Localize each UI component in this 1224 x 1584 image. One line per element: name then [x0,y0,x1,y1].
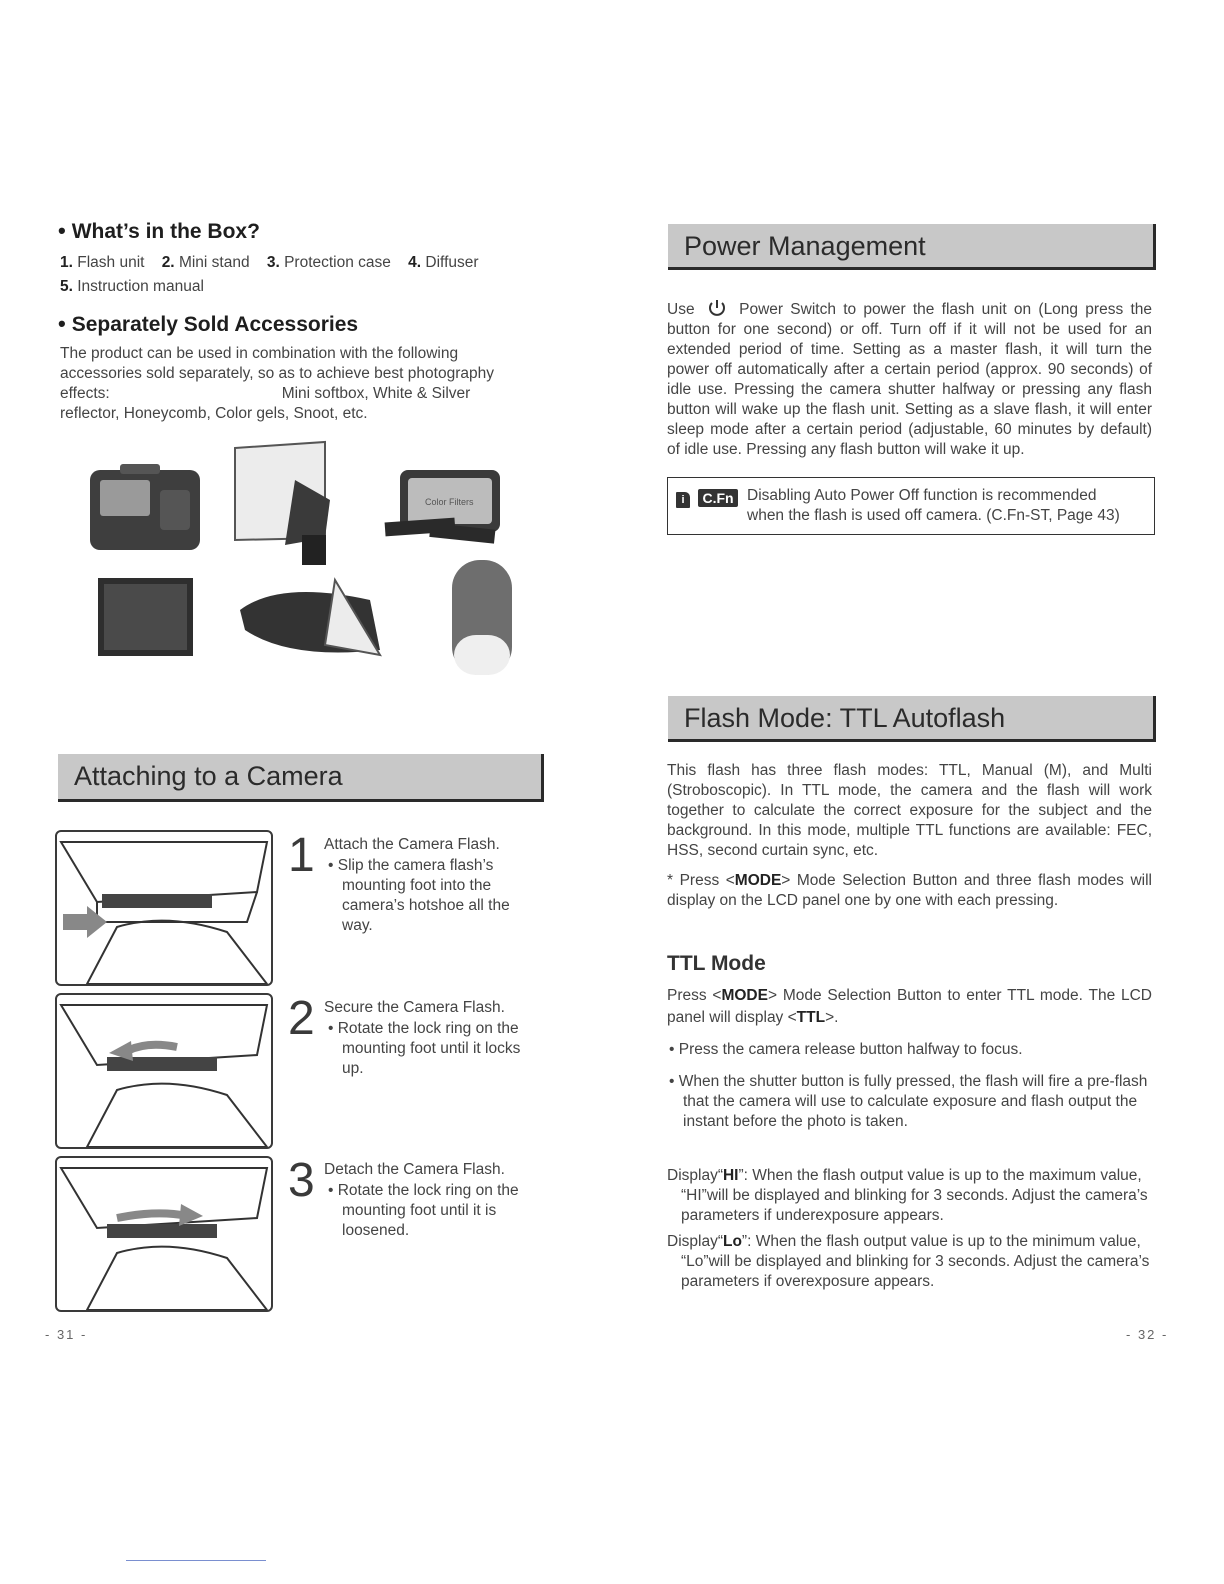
box-contents-list [60,251,540,299]
note-icon: i [676,492,690,508]
display-lo-text: Display“Lo”: When the flash output value is up to the minimum value, “Lo”will be displayed and blinking for 3 seconds. Adjust the camera’s parameters if overexposure appears. [667,1233,1150,1290]
list-item: 3. Protection case [266,254,391,271]
accessories-heading: • Separately Sold Accessories [58,311,359,336]
list-item: 5. Instruction manual [60,278,204,295]
list-item: 4. Diffuser [408,254,479,271]
power-paragraph: Use Power Switch to power the flash unit on (Long press the button for one second) or off. Turn off if it will not be used for an extended period of time. Setting as a master flash, it will turn the power off automatically after a certain period (approx. 90 seconds) of idle use. Pressing the camera shutter halfway or pressing any flash button will wake up the flash unit. Setting as a slave flash, it will enter sleep mode after a certain period (adjustable, 60 minutes by default) of idle use. Pressing any flash button will wake it up. [667,301,1153,458]
power-section-header: Power Management [668,224,1156,270]
whats-in-box-heading: • What’s in the Box? [58,218,260,243]
ttl-intro: This flash has three flash modes: TTL, Manual (M), and Multi (Stroboscopic). In TTL mode, the camera and the flash will work together to calculate the correct exposure for the subject and the background. In this mode, multiple TTL functions are available: FEC, HSS, second curtain sync, etc. [667,762,1152,859]
step-3-text: Detach the Camera Flash. • Rotate the lock ring on the mounting foot until it is loosened. [324,1161,519,1239]
color-gels-icon [385,470,500,544]
list-item: 1. Flash unit [60,254,145,271]
step-3-illustration [55,1156,273,1312]
power-note-text: Disabling Auto Power Off function is recommended when the flash is used off camera. (C.Fn-ST, Page 43) [747,487,1120,524]
trigger-icon [90,464,200,550]
ttl-section-header: Flash Mode: TTL Autoflash [668,696,1156,742]
step-3-number: 3 [288,1154,315,1207]
bottom-divider [126,1560,266,1561]
step-2-illustration [55,993,273,1149]
ttl-mode-paragraph: Press <MODE> Mode Selection Button to enter TTL mode. The LCD panel will display <TTL>. [667,987,1152,1026]
page-number-right: - 32 - [1126,1327,1169,1342]
attaching-section-header: Attaching to a Camera [58,754,544,802]
list-item: 2. Mini stand [161,254,250,271]
page-number-left: - 31 - [45,1327,88,1342]
snoot-icon [240,580,380,655]
svg-text:Color Filters: Color Filters [425,497,474,507]
accessories-text: The product can be used in combination with the following accessories sold separately, so as to achieve best photography effects: Mini softbox, White & Silver reflector, Honeycomb, Color gels, Snoot, etc. [60,345,494,422]
step-2-number: 2 [288,992,315,1045]
power-icon [706,299,728,317]
accessory-photos [80,440,530,690]
display-hi-text: Display“HI”: When the flash output value is up to the maximum value, “HI”will be displayed and blinking for 3 seconds. Adjust the camera’s parameters if underexposure appears. [667,1167,1148,1224]
ttl-bullet-2: • When the shutter button is fully pressed, the flash will fire a pre-flash that the camera will use to calculate exposure and flash output the instant before the photo is taken. [669,1073,1148,1130]
honeycomb-icon [98,578,193,656]
step-1-text: Attach the Camera Flash. • Slip the camera flash’s mounting foot into the camera’s hotshoe all the way. [324,836,510,934]
softbox-icon [235,442,330,565]
power-note-box [667,477,1155,535]
diffuser-icon [452,560,512,675]
step-1-illustration [55,830,273,986]
step-1-number: 1 [288,829,315,882]
mode-press-note: * Press <MODE> Mode Selection Button and three flash modes will display on the LCD panel one by one with each pressing. [667,872,1152,909]
ttl-bullet-1: • Press the camera release button halfway to focus. [669,1041,1023,1058]
ttl-mode-heading: TTL Mode [667,952,766,975]
step-2-text: Secure the Camera Flash. • Rotate the lock ring on the mounting foot until it locks up. [324,999,521,1077]
cfn-badge: C.Fn [698,489,737,507]
